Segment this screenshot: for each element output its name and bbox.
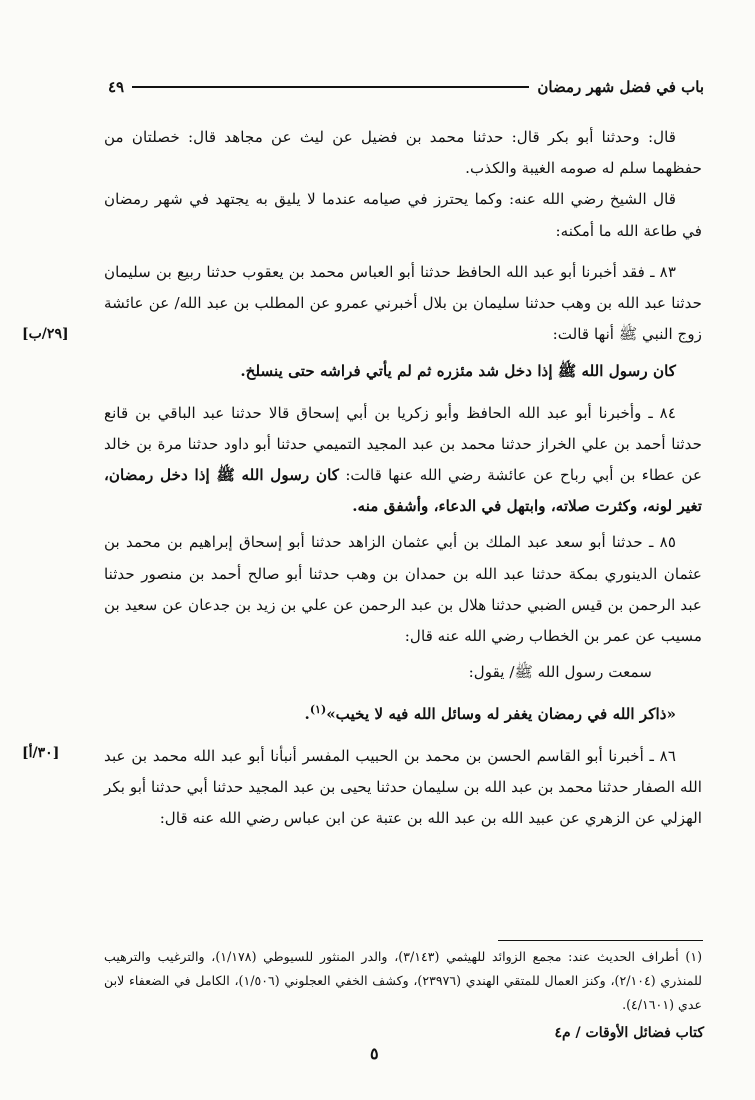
margin-reference-30a: [٣٠/أ] [22,745,60,761]
hadith-84-chain: ٨٤ ـ وأخبرنا أبو عبد الله الحافظ وأبو زكريا بن أبي إسحاق قالا حدثنا عبد الباقي بن قانع حدثنا أحمد بن علي الخراز حدثنا محمد بن عبد المجيد التميمي حدثنا أبو داود حدثنا مرة بن خالد عن عطاء بن أبي رباح عن عائشة رضي الله عنها قالت: [104,403,703,485]
hadith-83-chain: ٨٣ ـ فقد أخبرنا أبو عبد الله الحافظ حدثنا أبو العباس محمد بن يعقوب حدثنا ربيع بن سليمان حدثنا عبد الله بن وهب حدثنا سليمان بن بلال أخبرني عمرو عن المطلب بن عبد الله/ عن عائشة زوج النبي ﷺ أنها قالت: [104,262,702,344]
hadith-85-intro: سمعت رسول الله ﷺ/ يقول: [468,663,652,682]
hadith-83-text: كان رسول الله ﷺ إذا دخل شد مئزره ثم لم يأتي فراشه حتى ينسلخ. [240,362,676,381]
paragraph-2: قال الشيخ رضي الله عنه: وكما يحترز في صيامه عندما لا يليق به يجتهد في شهر رمضان في طاعة الله ما أمكنه: [104,190,702,240]
hadith-85-chain: ٨٥ ـ حدثنا أبو سعد عبد الملك بن أبي عثمان الزاهد حدثنا أبو إسحاق إبراهيم بن محمد بن عثمان الدينوري بمكة حدثنا عبد الله بن حمدان بن وهب حدثنا أبو صالح أحمد بن منصور حدثنا عبد الرحمن بن قيس الضبي حدثنا هلال بن عبد الرحمن عن علي بن زيد بن جدعان عن سعيد بن مسيب عن عمر بن الخطاب رضي الله عنه قال: [104,533,702,646]
paragraph-1: قال: وحدثنا أبو بكر قال: حدثنا محمد بن فضيل عن ليث عن مجاهد قال: خصلتان من حفظهما سلم له صومه الغيبة والكذب. [104,128,702,178]
margin-reference-29b: [٢٩/ب] [22,326,69,342]
page-number: ٤٩ [108,78,125,96]
footnote-marker: (١) [309,703,327,717]
signature-mark: ٥ [370,1044,379,1063]
hadith-84-text: كان رسول الله ﷺ إذا دخل رمضان، تغير لونه، وكثرت صلاته، وابتهل في الدعاء، وأشفق منه. [104,466,702,516]
footnote-area [104,945,702,1017]
chapter-title: باب في فضل شهر رمضان [537,78,704,96]
body-text [104,122,702,839]
book-title: كتاب فضائل الأوقات / م٤ [554,1025,704,1041]
hadith-85-quote: «ذاكر الله في رمضان يغفر له وسائل الله فيه لا يخيب» [326,705,676,724]
header-rule [132,86,529,88]
hadith-84 [104,398,702,523]
page-footer [108,1020,704,1046]
running-header [108,72,704,102]
footnote-1: (١) أطراف الحديث عند: مجمع الزوائد للهيثمي (٣/١٤٣)، والدر المنثور للسيوطي (١/١٧٨)، والترغيب والترهيب للمنذري (٢/١٠٤)، وكنز العمال للمتقي الهندي (٢٣٩٧٦)، وكشف الخفي العجلوني (١/٥٠٦)، الكامل في الضعفاء لابن عدي (٤/١٦٠١). [104,949,702,1012]
footnote-rule [498,940,703,941]
hadith-85-text: «ذاكر الله في رمضان يغفر له وسائل الله فيه لا يخيب»$^{(١)}$. [304,703,676,724]
hadith-86-chain: ٨٦ ـ أخبرنا أبو القاسم الحسن بن محمد بن الحبيب المفسر أنبأنا أبو عبد الله محمد بن عبد الله الصفار حدثنا محمد بن عبد الله بن سليمان حدثنا يحيى بن عبد المجيد حدثنا أبي حدثنا أبو بكر الهزلي عن الزهري عن عبيد الله بن عبد الله بن عتبة عن ابن عباس رضي الله عنه قال: [104,746,702,828]
